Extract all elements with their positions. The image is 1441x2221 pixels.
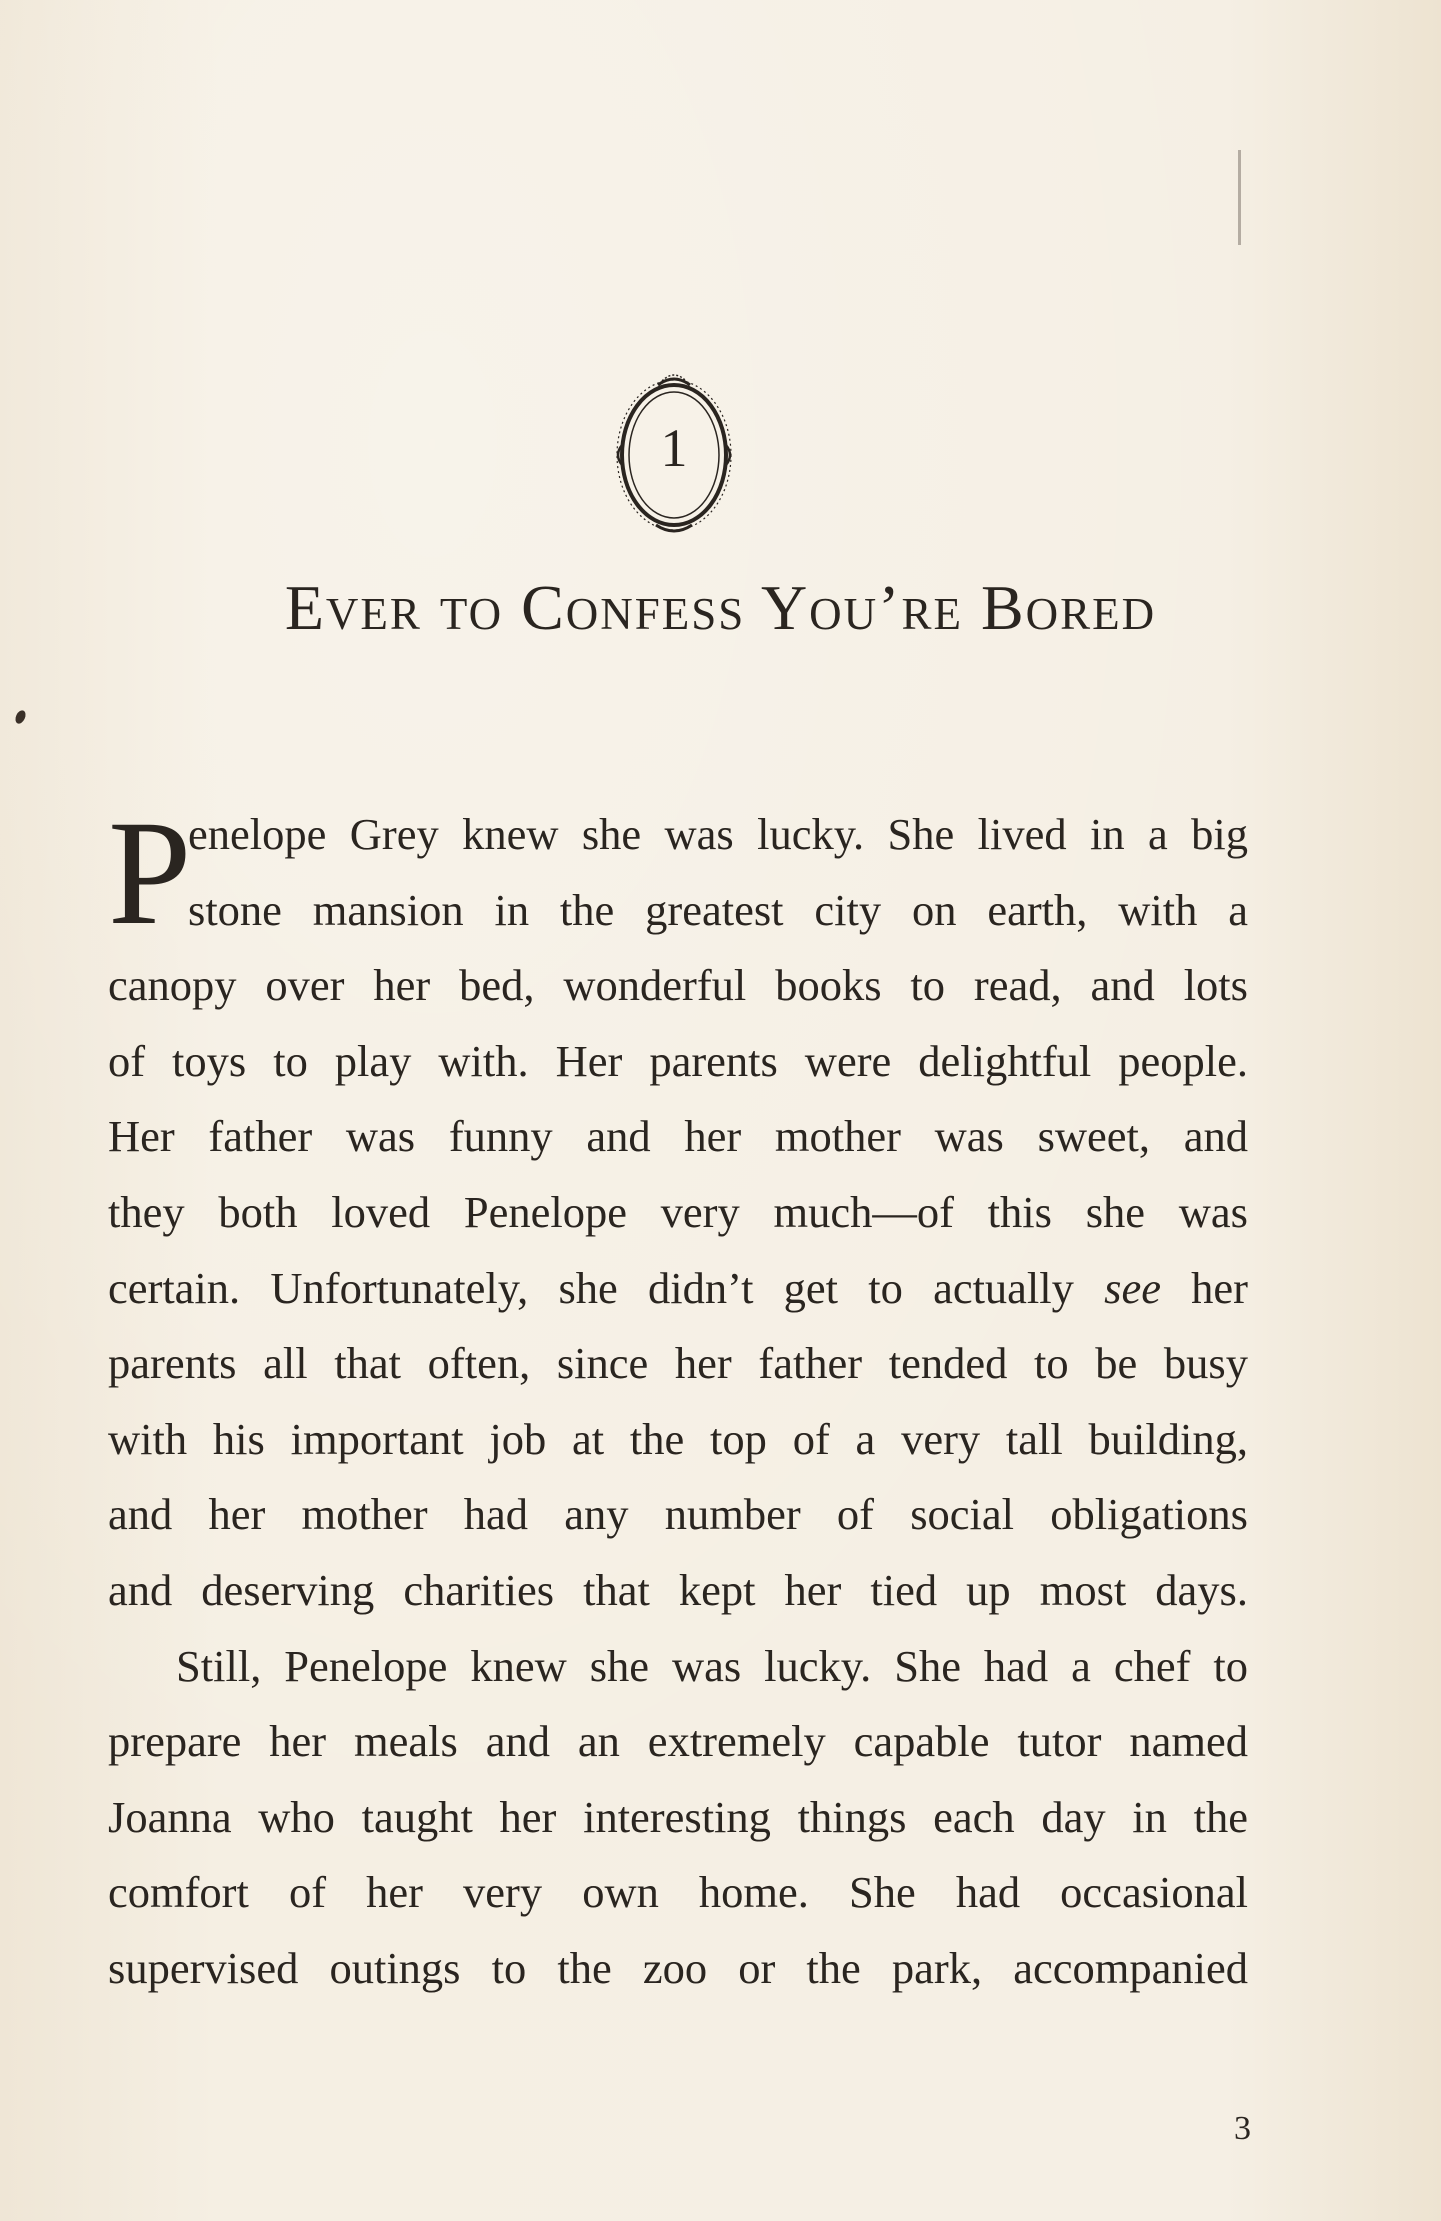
text-line: and her mother had any number of social obligations [108,1489,1248,1540]
chapter-number: 1 [660,418,688,478]
margin-mark [1238,150,1241,245]
show-through-text [108,130,1248,206]
text-line: Still, Penelope knew she was lucky. She had a chef to [176,1640,1248,1691]
text-line: with his important job at the top of a very tall building, [108,1413,1248,1464]
text-line: they both loved Penelope very much—of this she was [108,1186,1248,1237]
chapter-title: Ever to Confess You’re Bored [284,572,1157,643]
text-line: canopy over her bed, wonderful books to read, and lots [108,960,1248,1011]
text-line: Her father was funny and her mother was sweet, and [108,1111,1248,1162]
text-line-with-italic [108,1251,1248,1327]
chapter-body [108,790,1248,2007]
text-line: supervised outings to the zoo or the park, accompanied [108,1942,1248,1993]
text-line: of toys to play with. Her parents were delightful people. [108,1035,1248,1086]
text-fragment: certain. Unfortunately, she didn’t get to actually [108,1262,1105,1313]
text-line: prepare her meals and an extremely capable tutor named [108,1716,1248,1767]
text-line: comfort of her very own home. She had occasional [108,1867,1248,1918]
ink-speck [13,709,27,725]
text-line: stone mansion in the greatest city on earth, with a [188,884,1248,935]
text-fragment: her [1160,1262,1248,1313]
text-line: enelope Grey knew she was lucky. She lived in a big [188,809,1248,859]
text-line: parents all that often, since her father tended to be busy [108,1338,1248,1389]
drop-cap: P [108,790,192,956]
text-line: and deserving charities that kept her tied up most days. [108,1564,1248,1615]
page-number: 3 [1234,2110,1251,2147]
italic-word: see [1104,1262,1161,1313]
text-line: Joanna who taught her interesting things each day in the [108,1791,1248,1842]
